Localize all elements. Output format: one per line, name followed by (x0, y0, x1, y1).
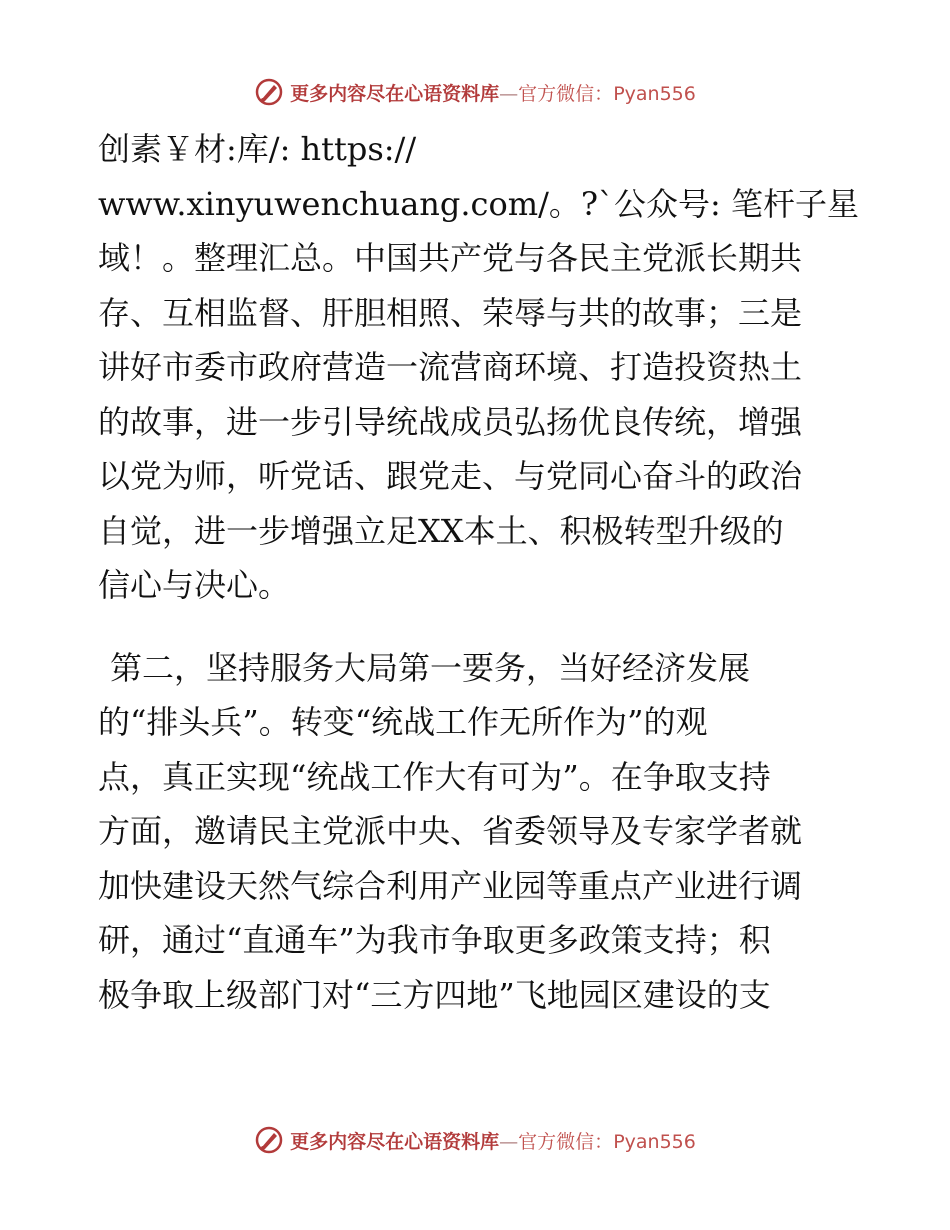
footer-contact-label: 官方微信： (518, 1130, 614, 1153)
paragraph-2-line: 加快建设天然气综合利用产业园等重点产业进行调 (98, 866, 803, 905)
paragraph-1-line: 自觉，进一步增强立足XX本土、积极转型升级的 (98, 511, 784, 550)
paragraph-2-line: 的“排头兵”。转变“统战工作无所作为”的观 (98, 703, 708, 741)
paragraph-1 (98, 122, 858, 613)
footer-banner (0, 1120, 950, 1160)
paragraph-2-line: 第二，坚持服务大局第一要务，当好经济发展 (110, 648, 751, 687)
paragraph-1-line: 创素￥材:库/: https:// (98, 130, 417, 168)
paragraph-2-line: 研，通过“直通车”为我市争取更多政策支持；积 (98, 921, 771, 959)
quill-logo-icon (254, 77, 284, 107)
header-contact-label: 官方微信： (518, 82, 614, 105)
paragraph-1-line: www.xinyuwenchuang.com/。?`公众号: 笔杆子星 (98, 184, 859, 223)
document-body (98, 122, 858, 1022)
paragraph-1-line: 存、互相监督、肝胆相照、荣辱与共的故事；三是 (98, 293, 803, 332)
paragraph-1-line: 域！。整理汇总。中国共产党与各民主党派长期共 (98, 239, 803, 277)
quill-logo-icon (254, 1125, 284, 1155)
header-banner (0, 72, 950, 112)
paragraph-1-line: 以党为师，听党话、跟党走、与党同心奋斗的政治 (98, 457, 803, 495)
paragraph-2 (98, 641, 858, 1023)
header-dash: — (499, 82, 519, 105)
paragraph-2-line: 点，真正实现“统战工作大有可为”。在争取支持 (98, 757, 771, 796)
paragraph-2-line: 极争取上级部门对“三方四地”飞地园区建设的支 (98, 975, 771, 1014)
footer-brand: 更多内容尽在心语资料库 (290, 1130, 500, 1153)
paragraph-1-line: 的故事，进一步引导统战成员弘扬优良传统，增强 (98, 402, 803, 441)
footer-banner-text (290, 1127, 696, 1154)
header-contact-handle: Pyan556 (613, 82, 696, 105)
header-banner-text (290, 79, 696, 106)
paragraph-1-line: 讲好市委市政府营造一流营商环境、打造投资热土 (98, 348, 803, 386)
footer-dash: — (499, 1130, 519, 1153)
paragraph-1-line: 信心与决心。 (98, 566, 291, 604)
header-brand: 更多内容尽在心语资料库 (290, 82, 500, 105)
footer-contact-handle: Pyan556 (613, 1130, 696, 1153)
paragraph-2-line: 方面，邀请民主党派中央、省委领导及专家学者就 (98, 812, 803, 850)
